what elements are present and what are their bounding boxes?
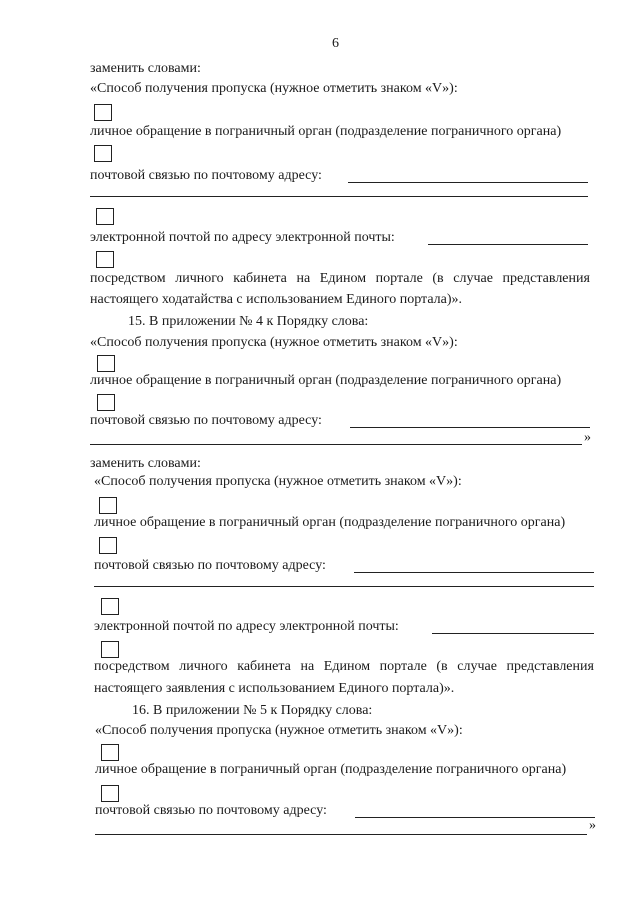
pass-method-heading-4: «Способ получения пропуска (нужное отметить знаком «V»): — [95, 723, 463, 738]
checkbox-email-3[interactable] — [101, 598, 119, 615]
checkbox-postal-3[interactable] — [99, 537, 117, 554]
checkbox-personal-2[interactable] — [97, 355, 115, 372]
postal-address-fill-line-2b — [90, 444, 582, 445]
personal-visit-option-3: личное обращение в пограничный орган (подразделение пограничного органа) — [94, 515, 566, 530]
portal-option-3-line-2: настоящего заявления с использованием Единого портала)». — [94, 681, 455, 696]
portal-option-1-line-1: посредством личного кабинета на Едином портале (в случае представления — [90, 271, 590, 286]
checkbox-personal-3[interactable] — [99, 497, 117, 514]
portal-option-3-line-1: посредством личного кабинета на Едином портале (в случае представления — [94, 659, 594, 674]
postal-address-fill-line-3a — [354, 572, 594, 573]
portal-option-1-line-2: настоящего ходатайства с использованием Единого портала)». — [90, 292, 463, 307]
postal-option-4: почтовой связью по почтовому адресу: — [95, 803, 327, 818]
checkbox-postal-1[interactable] — [94, 145, 112, 162]
personal-visit-option-1: личное обращение в пограничный орган (подразделение пограничного органа) — [90, 124, 562, 139]
personal-visit-option-4: личное обращение в пограничный орган (подразделение пограничного органа) — [95, 762, 567, 777]
postal-address-fill-line-1a — [348, 182, 588, 183]
postal-option-1: почтовой связью по почтовому адресу: — [90, 168, 322, 183]
email-fill-line-1 — [428, 244, 588, 245]
item-16-heading: 16. В приложении № 5 к Порядку слова: — [132, 703, 373, 718]
replace-with-words-2: заменить словами: — [90, 456, 201, 471]
item-15-heading: 15. В приложении № 4 к Порядку слова: — [128, 314, 369, 329]
postal-address-fill-line-1b — [90, 196, 588, 197]
postal-address-fill-line-2a — [350, 427, 590, 428]
pass-method-heading-1: «Способ получения пропуска (нужное отметить знаком «V»): — [90, 81, 458, 96]
checkbox-personal-1[interactable] — [94, 104, 112, 121]
email-option-3: электронной почтой по адресу электронной почты: — [94, 619, 399, 634]
checkbox-portal-1[interactable] — [96, 251, 114, 268]
personal-visit-option-2: личное обращение в пограничный орган (подразделение пограничного органа) — [90, 373, 562, 388]
closing-quote-2: » — [584, 430, 591, 445]
pass-method-heading-3: «Способ получения пропуска (нужное отметить знаком «V»): — [94, 474, 462, 489]
checkbox-email-1[interactable] — [96, 208, 114, 225]
postal-address-fill-line-4b — [95, 834, 587, 835]
email-fill-line-3 — [432, 633, 594, 634]
pass-method-heading-2: «Способ получения пропуска (нужное отметить знаком «V»): — [90, 335, 458, 350]
postal-address-fill-line-3b — [94, 586, 594, 587]
email-option-1: электронной почтой по адресу электронной почты: — [90, 230, 395, 245]
checkbox-postal-2[interactable] — [97, 394, 115, 411]
page-number: 6 — [332, 36, 339, 51]
checkbox-portal-3[interactable] — [101, 641, 119, 658]
postal-option-3: почтовой связью по почтовому адресу: — [94, 558, 326, 573]
checkbox-personal-4[interactable] — [101, 744, 119, 761]
checkbox-postal-4[interactable] — [101, 785, 119, 802]
postal-address-fill-line-4a — [355, 817, 595, 818]
postal-option-2: почтовой связью по почтовому адресу: — [90, 413, 322, 428]
closing-quote-4: » — [589, 818, 596, 833]
replace-with-words-1: заменить словами: — [90, 61, 201, 76]
